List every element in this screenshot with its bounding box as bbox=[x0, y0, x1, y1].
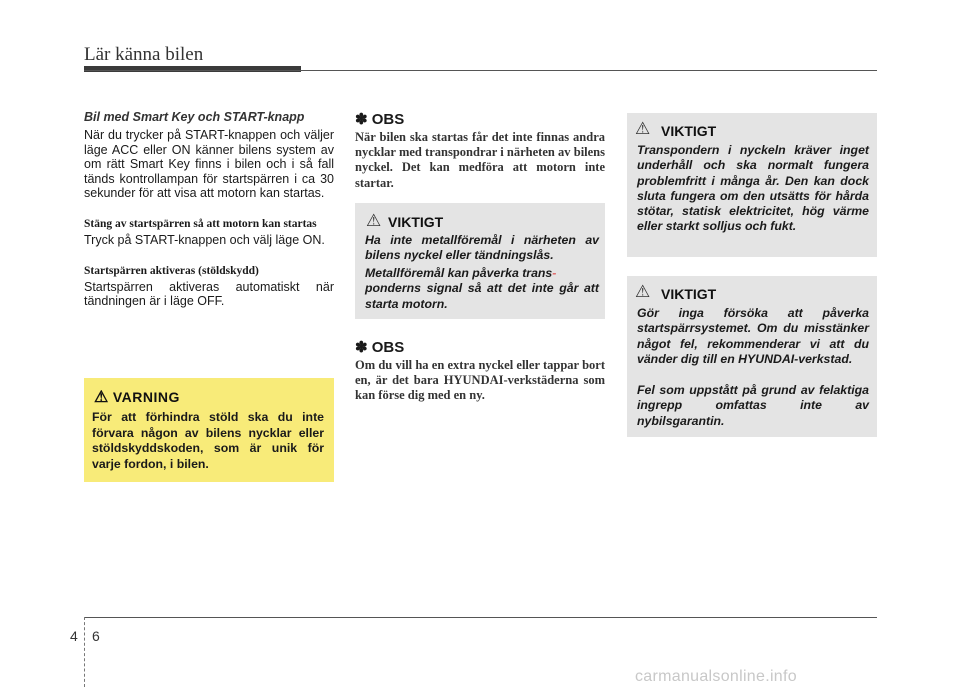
footer-divider bbox=[84, 617, 85, 687]
section-text-disable: Tryck på START-knappen och välj läge ON. bbox=[84, 232, 325, 247]
obs-heading-1: ✽ OBS bbox=[355, 111, 405, 128]
viktigt-text-right-2b: Fel som uppstått på grund av felaktiga ingrepp omfattas inte av nybilsgarantin. bbox=[637, 383, 869, 428]
obs-text-2: Om du vill ha en extra nyckel eller tappar bort en, är det bara HYUNDAI-verkstäderna som kan förse dig med en ny. bbox=[355, 358, 605, 403]
viktigt-title-right-1: VIKTIGT bbox=[661, 123, 717, 139]
column-middle-obs2 bbox=[355, 338, 605, 404]
viktigt-text-middle-2 bbox=[365, 266, 599, 312]
viktigt-title-right-2: VIKTIGT bbox=[661, 286, 717, 302]
obs-heading-2: ✽ OBS bbox=[355, 339, 405, 356]
viktigt-text-middle-1: Ha inte metallföremål i närheten av bilens nyckel eller tändningslås. bbox=[365, 233, 599, 263]
warning-header bbox=[94, 387, 180, 407]
hyphen: - bbox=[552, 266, 557, 280]
header-rule bbox=[84, 70, 877, 71]
page-section-number: 4 bbox=[70, 628, 78, 644]
viktigt-box-right-2 bbox=[627, 276, 877, 437]
caution-triangle-icon: ⚠ bbox=[635, 119, 651, 138]
warning-triangle-icon: ⚠ bbox=[94, 389, 109, 406]
viktigt-text-right-1: Transpondern i nyckeln kräver inget underhåll och ska normalt fungera problemfritt i många år. Den kan dock sluta fungera om den utsätts för hårda stötar, statisk elektricitet, hög värme eller starkt solljus och fukt. bbox=[637, 143, 869, 234]
header-accent-bar bbox=[84, 66, 301, 72]
obs-text-1: När bilen ska startas får det inte finnas andra nycklar med transpondrar i närheten av bilens nyckel. Det kan medföra att motorn inte startar. bbox=[355, 130, 605, 190]
viktigt-box-middle bbox=[355, 203, 605, 319]
viktigt-text-right-2a: Gör inga försöka att påverka startspärrsystemet. Om du misstänker något fel, rekommenderar vi att du vänder dig till en HYUNDAI-verkstad. bbox=[637, 306, 869, 366]
column-middle bbox=[355, 110, 605, 191]
column-left bbox=[84, 110, 334, 309]
section-heading-smart-key: Bil med Smart Key och START-knapp bbox=[84, 110, 305, 124]
viktigt-title-middle: VIKTIGT bbox=[388, 214, 444, 230]
page-number: 6 bbox=[92, 628, 100, 644]
viktigt-box-right-1 bbox=[627, 113, 877, 257]
warning-title: VARNING bbox=[112, 389, 180, 405]
section-heading-disable: Stäng av startspärren så att motorn kan startas bbox=[84, 217, 317, 230]
viktigt-text-middle-2b: ponderns signal så att det inte går att starta motorn. bbox=[365, 281, 599, 311]
watermark-text: carmanualsonline.info bbox=[635, 668, 797, 685]
footer-rule bbox=[84, 617, 877, 618]
warning-text: För att förhindra stöld ska du inte förvara någon av bilens nycklar eller stöldskyddskoden, som är unik för varje fordon, i bilen. bbox=[92, 410, 324, 471]
section-text-smart-key: När du trycker på START-knappen och väljer läge ACC eller ON känner bilens system av om rätt Smart Key finns i bilen och i så fall tänds kontrollampan för startspärren i ca 30 sekunder för att visa att motorn kan startas. bbox=[84, 128, 334, 201]
caution-triangle-icon: ⚠ bbox=[366, 211, 382, 230]
warning-box bbox=[84, 378, 334, 482]
viktigt-text-middle-2a: Metallföremål kan påverka trans bbox=[365, 266, 553, 280]
section-heading-activate: Startspärren aktiveras (stöldskydd) bbox=[84, 264, 259, 277]
page-header-title: Lär känna bilen bbox=[84, 44, 204, 65]
section-text-activate: Startspärren aktiveras automatiskt när tändningen är i läge OFF. bbox=[84, 279, 334, 309]
caution-triangle-icon: ⚠ bbox=[635, 282, 651, 301]
